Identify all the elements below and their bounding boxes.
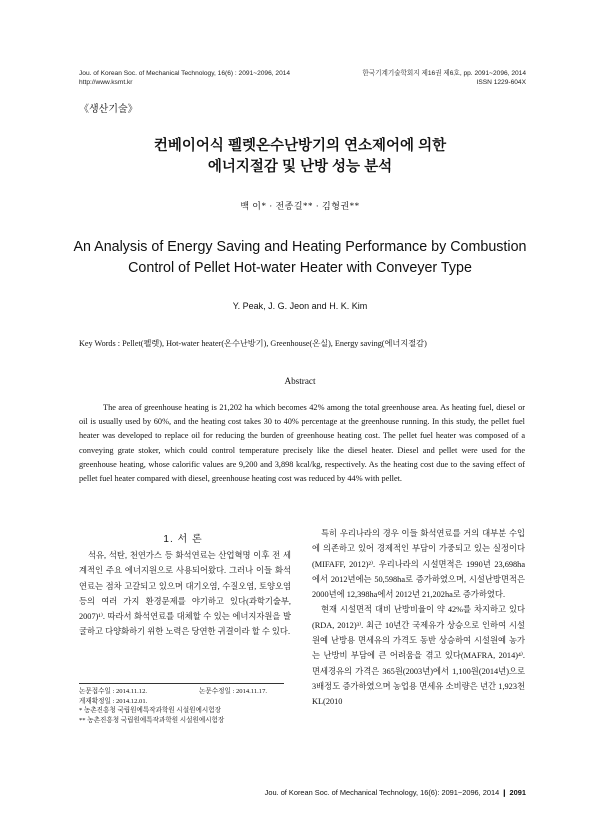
journal-url[interactable]: http://www.ksmt.kr [79,79,133,86]
page-number: 2091 [509,788,526,797]
footnotes [79,687,294,725]
korean-title-line1: 컨베이어식 펠렛온수난방기의 연소제어에 의한 [153,138,447,154]
running-header-right [362,69,526,87]
abstract-body [79,401,525,486]
introduction-right-column [312,526,525,710]
revised-date: 논문수정일 : 2014.11.17. [199,688,268,695]
korean-title-line2: 에너지절감 및 난방 성능 분석 [207,159,393,175]
journal-citation-korean: 한국기계기술학회지 제16권 제6호, pp. 2091~2096, 2014 [362,70,526,77]
introduction-heading: 1. 서 론 [163,534,203,545]
english-title-line1: An Analysis of Energy Saving and Heating Performance by Combustion [73,239,527,255]
abstract-heading: Abstract [284,376,316,386]
introduction-paragraph-1: 석유, 석탄, 천연가스 등 화석연료는 산업혁명 이후 전 세계적인 주요 에너지원으로 사용되어왔다. 그러나 이들 화석연료는 점차 고갈되고 있으며 대기오염, 수질오염, 토양오염 등의 여러 가지 환경문제를 야기하고 있다(과학기술부, 2007)¹⁾. 따라서 화석연료를 대체할 수 있는 에너지자원을 발굴하고 다양화하기 위한 노력은 당연한 귀결이라 할 수 있다. [79,551,291,637]
korean-title [0,136,600,178]
english-title-line2: Control of Pellet Hot-water Heater with Conveyer Type [128,260,472,276]
introduction-paragraph-3: 현재 시설면적 대비 난방비율이 약 42%를 차지하고 있다(RDA, 2012)³⁾. 최근 10년간 국제유가 상승으로 인하여 시설원예 난방용 면세유의 가격도 동반 상승하여 시설원예 농가는 난방비 부담에 큰 어려움을 겪고 있다(MAFRA, 2014)⁴⁾. 면세경유의 가격은 365원(2003년)에서 1,100원(2014년)으로 3배정도 증가하였으며 농업용 면세유 소비량은 년간 1,923천KL(2010 [312,605,525,707]
issn: ISSN 1229-604X [476,79,526,86]
keywords: Key Words : Pellet(펠렛), Hot-water heater(온수난방기), Greenhouse(온실), Energy saving(에너지절감) [79,339,427,348]
introduction-paragraph-2: 특히 우리나라의 경우 이들 화석연료를 거의 대부분 수입에 의존하고 있어 경제적인 부담이 가중되고 있는 실정이다(MIFAFF, 2012)²⁾. 우리나라의 시설면적은 1990년 23,698ha에서 2012년에는 50,598ha로 증가하였으며, 시설난방면적은 2000년에 12,398ha에서 2012년 21,202ha로 증가하였다. [312,529,525,600]
accepted-date: 게재확정일 : 2014.12.01. [79,697,148,705]
author-affiliation-2: ** 농촌진흥청 국립원예특작과학원 시설원예시험장 [79,716,225,724]
page-footer [265,788,526,797]
footer-separator: ❙ [501,788,508,797]
footnote-divider [79,683,284,684]
korean-authors: 백 이* · 전종길** · 김형권** [240,201,360,211]
english-authors: Y. Peak, J. G. Jeon and H. K. Kim [232,301,368,311]
received-date: 논문접수일 : 2014.11.12. [79,688,148,695]
running-header-left [79,69,290,87]
author-affiliation-1: * 농촌진흥청 국립원예특작과학원 시설원예시험장 [79,707,222,715]
footnote-dates [79,687,294,697]
journal-citation: Jou. of Korean Soc. of Mechanical Technology, 16(6) : 2091~2096, 2014 [79,70,291,77]
english-title [0,237,600,279]
abstract-text: The area of greenhouse heating is 21,202 ha which becomes 42% among the total greenhouse area. As heating fuel, diesel or oil is usually used by 60%, and the heating cost takes 30 to 40% percentage at the greenhouse running. In this study, the pellet fuel heater was developed to replace oil for reducing the burden of greenhouse heating cost. The pellet fuel heater was composed of a conveying grate stoker, which could control temperature precisely like the diesel heater. Diesel and pellet were used for the greenhouse heating, whose calorific values are 9,200 and 3,898 kcal/kg, respectively. As the heating cost due to the saving effect of pellet fuel heater compared with diesel, greenhouse heating cost was reduced by 44% with pellet. [79,403,525,484]
section-tag: 《생산기술》 [79,104,138,115]
introduction-left-column [79,548,291,640]
footer-citation: Jou. of Korean Soc. of Mechanical Technology, 16(6): 2091~2096, 2014 [264,788,500,797]
